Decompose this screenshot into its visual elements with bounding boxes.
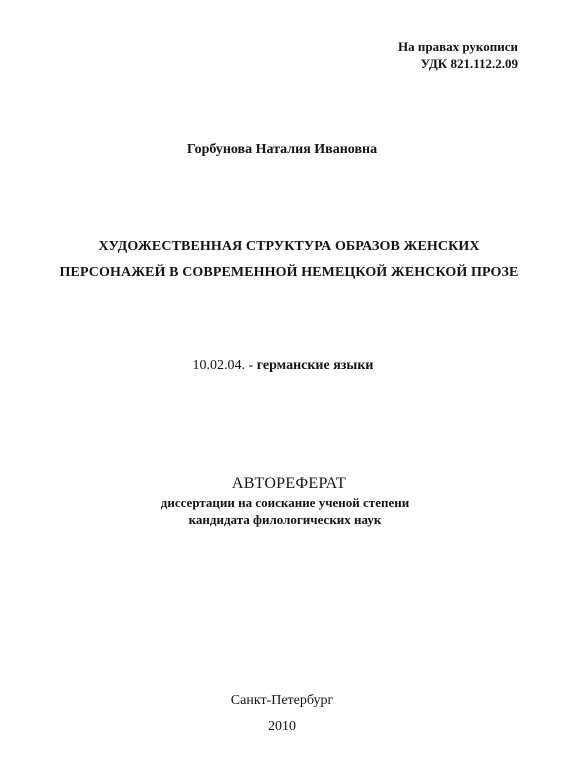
abstract-heading: АВТОРЕФЕРАТ [231,475,347,492]
abstract-subtitle-1: диссертации на соискание ученой степени [160,495,410,510]
dissertation-title [0,234,578,286]
title-line-2: ПЕРСОНАЖЕЙ В СОВРЕМЕННОЙ НЕМЕЦКОЙ ЖЕНСКОЙ ПРОЗЕ [59,265,519,280]
publication-year: 2010 [268,719,296,734]
abstract-subtitle-2: кандидата филологических наук [188,512,382,527]
publication-city: Санкт-Петербург [230,693,334,708]
specialty-line [0,358,578,374]
author-name-block [0,142,578,158]
publication-year-block [0,719,578,735]
specialty-name: германские языки [256,358,374,373]
manuscript-rights-block [398,38,518,72]
rights-notice: На правах рукописи [398,39,518,54]
abstract-block [0,474,578,528]
udc-code: УДК 821.112.2.09 [420,56,518,71]
title-line-1: ХУДОЖЕСТВЕННАЯ СТРУКТУРА ОБРАЗОВ ЖЕНСКИХ [98,239,480,254]
publication-city-block [0,693,578,709]
specialty-code: 10.02.04. - [192,358,254,373]
author-name: Горбунова Наталия Ивановна [186,142,378,157]
